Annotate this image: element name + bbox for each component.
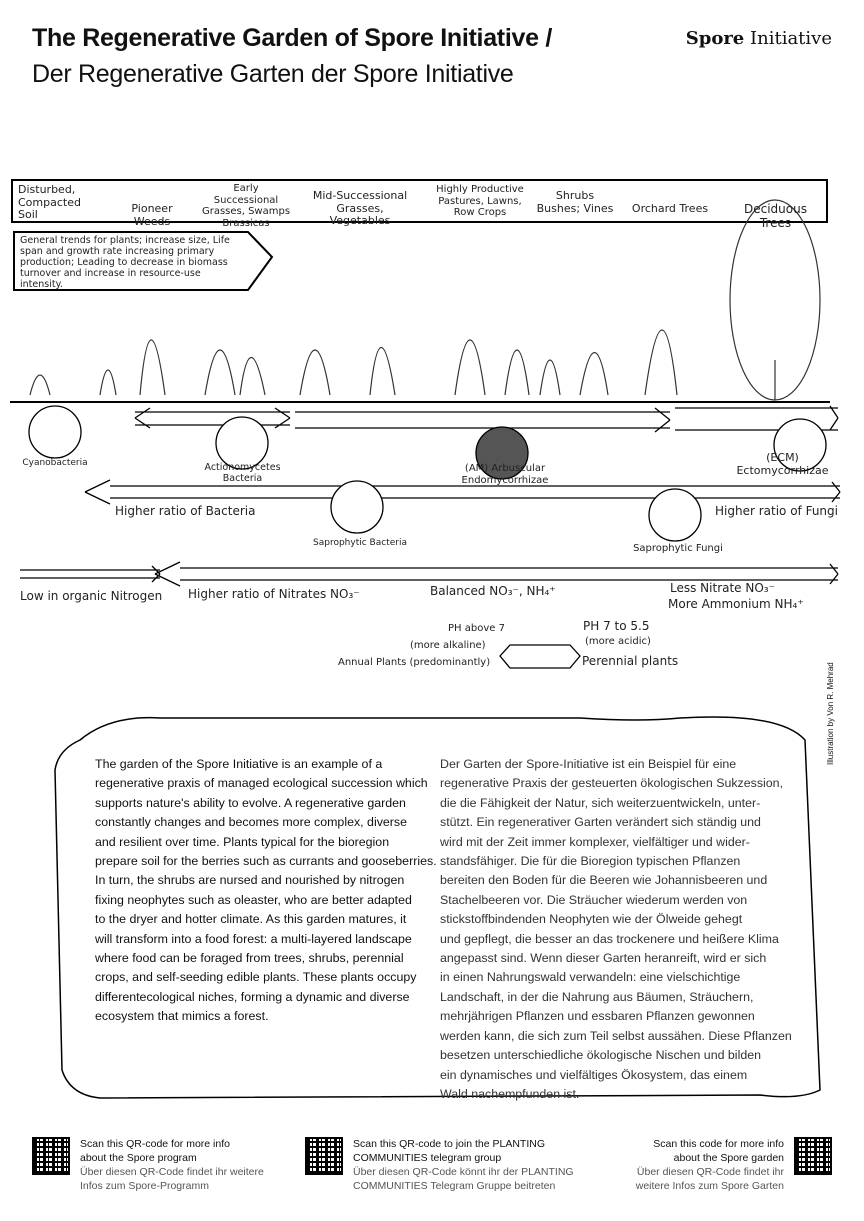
- illustration-credit: Illustration by Von R. Mehrad: [826, 662, 835, 765]
- text-line: bereiten den Boden für die Beeren wie Johannisbeeren und: [440, 873, 768, 888]
- text-line: standsfähiger. Die für die Bioregion typischen Pflanzen: [440, 854, 741, 869]
- text-line: besetzen unterschiedliche ökologische Nischen und bilden: [440, 1048, 761, 1063]
- description-en: [95, 755, 437, 1027]
- footer-qr-telegram: Scan this QR-code to join the PLANTING COMMUNITIES telegram group Über diesen QR-Code könnt ihr der PLANTING COMMUNITIES Telegram Gruppe beitreten: [305, 1137, 574, 1193]
- qr-code-icon[interactable]: [305, 1137, 343, 1175]
- text-line: ecosystem that mimics a forest.: [95, 1009, 269, 1024]
- sapro-fungi-circle: [649, 489, 701, 541]
- qr-code-icon[interactable]: [794, 1137, 832, 1175]
- text-line: Stachelbeeren vor. Die Sträucher wiederum werden von: [440, 892, 748, 907]
- nitrogen-nitrates: Higher ratio of Nitrates NO₃⁻: [188, 587, 360, 601]
- label-ecm: (ECM) Ectomycorrhizae: [736, 451, 829, 477]
- text-line: ein dynamisches und vielfältiges Ökosystem, das einem: [440, 1067, 748, 1082]
- text-line: and resilient over time. Plants typical for the bioregion: [95, 834, 390, 849]
- text-line: will transform into a food forest: a multi-layered landscape: [95, 931, 412, 946]
- stage-label: Pioneer Weeds: [131, 202, 173, 228]
- text-line: stützt. Ein regenerativer Garten verändert sich ständig und: [440, 815, 761, 830]
- title-de: Der Regenerative Garten der Spore Initiative: [32, 60, 514, 88]
- stage-label: Highly Productive Pastures, Lawns, Row Crops: [436, 184, 524, 218]
- ph-alkaline-value: PH above 7: [448, 623, 505, 634]
- text-line: die die Fähigkeit der Natur, sich weiterzuentwickeln, unter-: [440, 795, 761, 810]
- trend-note: General trends for plants; increase size, Life span and growth rate increasing primary production; Leading to decrease in biomass turnover and increase in resource-use intensity.: [20, 235, 230, 290]
- text-line: where food can be foraged from trees, shrubs, perennial: [95, 951, 404, 966]
- title-en: The Regenerative Garden of Spore Initiative /: [32, 24, 552, 52]
- ph-annual: Annual Plants (predominantly): [338, 657, 491, 668]
- stage-label: Shrubs Bushes; Vines: [536, 189, 614, 215]
- text-line: stickstoffbindenden Neophyten wie der Ölweide gehegt: [440, 912, 743, 927]
- text-line: werden kann, die sich zum Teil selbst aussähen. Diese Pflanzen: [440, 1028, 792, 1043]
- text-line: differentecological niches, forming a dynamic and diverse: [95, 989, 410, 1004]
- text-line: fixing neophytes such as oleaster, who are better adapted: [95, 892, 412, 907]
- nitrogen-balanced: Balanced NO₃⁻, NH₄⁺: [430, 584, 556, 598]
- nitrogen-less-nitrate: Less Nitrate NO₃⁻: [670, 581, 775, 595]
- stage-label: Deciduous Trees: [744, 202, 807, 230]
- cyanobacteria-circle: [29, 406, 81, 458]
- stage-label: Early Successional Grasses, Swamps Brassicas: [201, 183, 291, 229]
- text-line: In turn, the shrubs are nursed and nourished by nitrogen: [95, 873, 405, 888]
- text-line: to the dryer and hotter climate. As this garden matures, it: [95, 912, 407, 927]
- text-line: prepare soil for the berries such as currants and gooseberries.: [95, 854, 437, 869]
- label-sapro-bacteria: Saprophytic Bacteria: [313, 538, 407, 548]
- ratio-fungi: Higher ratio of Fungi: [715, 504, 838, 518]
- description-de: [440, 755, 792, 1104]
- ph-acidic: (more acidic): [585, 636, 651, 647]
- nitrogen-low: Low in organic Nitrogen: [20, 589, 163, 603]
- text-line: crops, and self-seeding edible plants. These plants occupy: [95, 970, 417, 985]
- text-line: in einen Nahrungswald verwandeln: eine vielschichtige: [440, 970, 741, 985]
- microbe-circles: [29, 406, 826, 541]
- stage-label: Mid-Successional Grasses, Vegetables: [312, 189, 408, 228]
- text-line: wird mit der Zeit immer komplexer, vielfältiger und wider-: [440, 834, 750, 849]
- stage-label: Disturbed, Compacted Soil: [18, 183, 81, 222]
- nitrogen-more-ammonium: More Ammonium NH₄⁺: [668, 597, 804, 611]
- text-line: constantly changes and becomes more complex, diverse: [95, 815, 407, 830]
- text-line: The garden of the Spore Initiative is an example of a: [95, 757, 383, 771]
- ph-perennial: Perennial plants: [582, 654, 679, 668]
- label-cyanobacteria: Cyanobacteria: [22, 458, 88, 468]
- ph-alkaline: (more alkaline): [410, 640, 486, 651]
- sapro-bacteria-circle: [331, 481, 383, 533]
- text-line: regenerative praxis of managed ecological succession which: [95, 776, 428, 791]
- microbe-arrows: [20, 406, 840, 668]
- text-line: Wald nachempfunden ist.: [440, 1086, 580, 1101]
- text-line: supports nature's ability to evolve. A regenerative garden: [95, 795, 406, 810]
- text-line: und gepflegt, die besser an das trockenere und heißere Klima: [440, 931, 779, 946]
- label-am: (AM) Arbuscular Endomycorrhizae: [461, 463, 549, 486]
- text-line: Landschaft, in der die Nahrung aus Bäumen, Sträuchern,: [440, 989, 754, 1004]
- plants: [30, 200, 820, 400]
- text-line: mehrjährigen Pflanzen und essbaren Pflanzen gewonnen: [440, 1009, 755, 1024]
- footer-qr-program: Scan this QR-code for more info about the Spore program Über diesen QR-Code findet ihr weitere Infos zum Spore-Programm: [32, 1137, 264, 1193]
- qr-code-icon[interactable]: [32, 1137, 70, 1175]
- label-actinomycetes: Actionomycetes Bacteria: [204, 462, 281, 484]
- brand-logo: Spore Initiative: [685, 28, 832, 49]
- text-line: angepasst sind. Wenn dieser Garten heranreift, wird er sich: [440, 951, 767, 966]
- ratio-bacteria: Higher ratio of Bacteria: [115, 504, 256, 518]
- stage-label: Orchard Trees: [631, 202, 709, 215]
- text-line: Der Garten der Spore-Initiative ist ein Beispiel für eine: [440, 757, 737, 771]
- ph-acidic-value: PH 7 to 5.5: [583, 619, 650, 633]
- footer-qr-garden: Scan this code for more info about the Spore garden Über diesen QR-Code findet ihr weitere Infos zum Spore Garten: [636, 1137, 832, 1193]
- label-sapro-fungi: Saprophytic Fungi: [633, 543, 723, 554]
- text-line: regenerative Praxis der gesteuerten ökologischen Sukzession,: [440, 776, 784, 791]
